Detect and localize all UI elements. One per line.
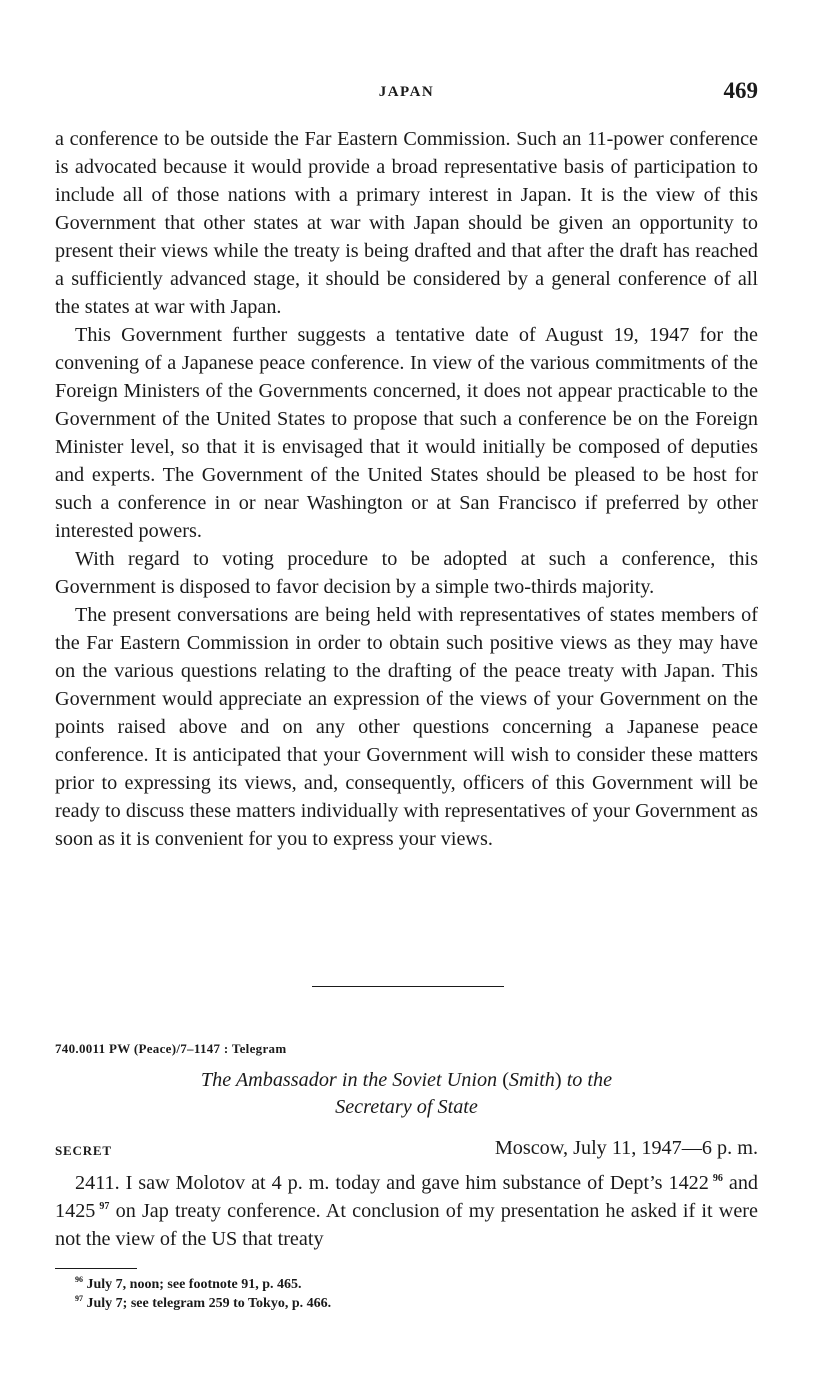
footnote-reference: 97 xyxy=(99,1201,110,1212)
footnote-divider xyxy=(55,1268,137,1269)
body-text xyxy=(55,125,758,853)
footnote-mark: 96 xyxy=(75,1275,83,1284)
section-divider xyxy=(312,986,504,987)
title-name: Smith xyxy=(508,1069,555,1091)
title-sender: The Ambassador in the Soviet Union xyxy=(200,1069,498,1091)
running-header xyxy=(55,78,758,108)
telegram-meta xyxy=(55,1137,758,1167)
paragraph: The present conversations are being held with representatives of states members of the Far Eastern Commission in order to obtain such positive views as they may have on the various questions relating to the drafting of the peace treaty with Japan. This Government would appreciate an expression of the views of your Government on the points raised above and on any other questions concerning a Japanese peace conference. It is anticipated that your Government will wish to consider these matters prior to expressing its views, and, consequently, officers of this Government will be ready to discuss these matters individually with representatives of your Government as soon as it is convenient for you to express your views. xyxy=(55,604,758,850)
title-close-paren: ) xyxy=(554,1069,562,1091)
page-number: 469 xyxy=(723,78,758,103)
document-page xyxy=(55,0,758,1380)
telegram-text-part: and 1425 xyxy=(55,1172,759,1222)
telegram-text xyxy=(55,1169,758,1253)
title-recipient: Secretary of State xyxy=(335,1096,478,1118)
file-reference: 740.0011 PW (Peace)/7–1147 : Telegram xyxy=(55,1041,287,1056)
footnote-text: July 7; see telegram 259 to Tokyo, p. 466. xyxy=(86,1296,332,1311)
footnote xyxy=(75,1294,331,1313)
paragraph: a conference to be outside the Far Eastern Commission. Such an 11-power conference is advocated because it would provide a broad representative basis of participation to include all of those nations with a primary interest in Japan. It is the view of this Government that other states at war with Japan should be given an opportunity to present their views while the treaty is being drafted and that after the draft has reached a sufficiently advanced stage, it should be considered by a general conference of all the states at war with Japan. xyxy=(55,128,758,318)
running-title: JAPAN xyxy=(378,84,435,100)
paragraph xyxy=(55,1169,758,1253)
paragraph: This Government further suggests a tentative date of August 19, 1947 for the convening of a Japanese peace conference. In view of the various commitments of the Foreign Ministers of the Governments concerned, it does not appear practicable to the Government of the United States to propose that such a conference be on the Foreign Minister level, so that it is envisaged that it would initially be composed of deputies and experts. The Government of the United States should be pleased to be host for such a conference in or near Washington or at San Francisco if preferred by other interested powers. xyxy=(55,324,758,542)
title-to: to the xyxy=(566,1069,613,1091)
dateline: Moscow, July 11, 1947—6 p. m. xyxy=(494,1137,758,1159)
title-open-paren: ( xyxy=(502,1069,509,1091)
footnote-text: July 7, noon; see footnote 91, p. 465. xyxy=(86,1277,302,1292)
footnotes xyxy=(75,1275,331,1313)
classification-label: SECRET xyxy=(55,1143,112,1158)
footnote-reference: 96 xyxy=(712,1173,723,1184)
paragraph: With regard to voting procedure to be adopted at such a conference, this Government is disposed to favor decision by a simple two-thirds majority. xyxy=(55,548,758,598)
footnote-mark: 97 xyxy=(75,1294,83,1303)
document-title xyxy=(55,1067,758,1121)
footnote xyxy=(75,1275,331,1294)
telegram-text-part: 2411. I saw Molotov at 4 p. m. today and gave him substance of Dept’s 1422 xyxy=(75,1172,709,1194)
telegram-text-part: on Jap treaty conference. At conclusion of my presentation he asked if it were not the view of the US that treaty xyxy=(55,1200,758,1250)
